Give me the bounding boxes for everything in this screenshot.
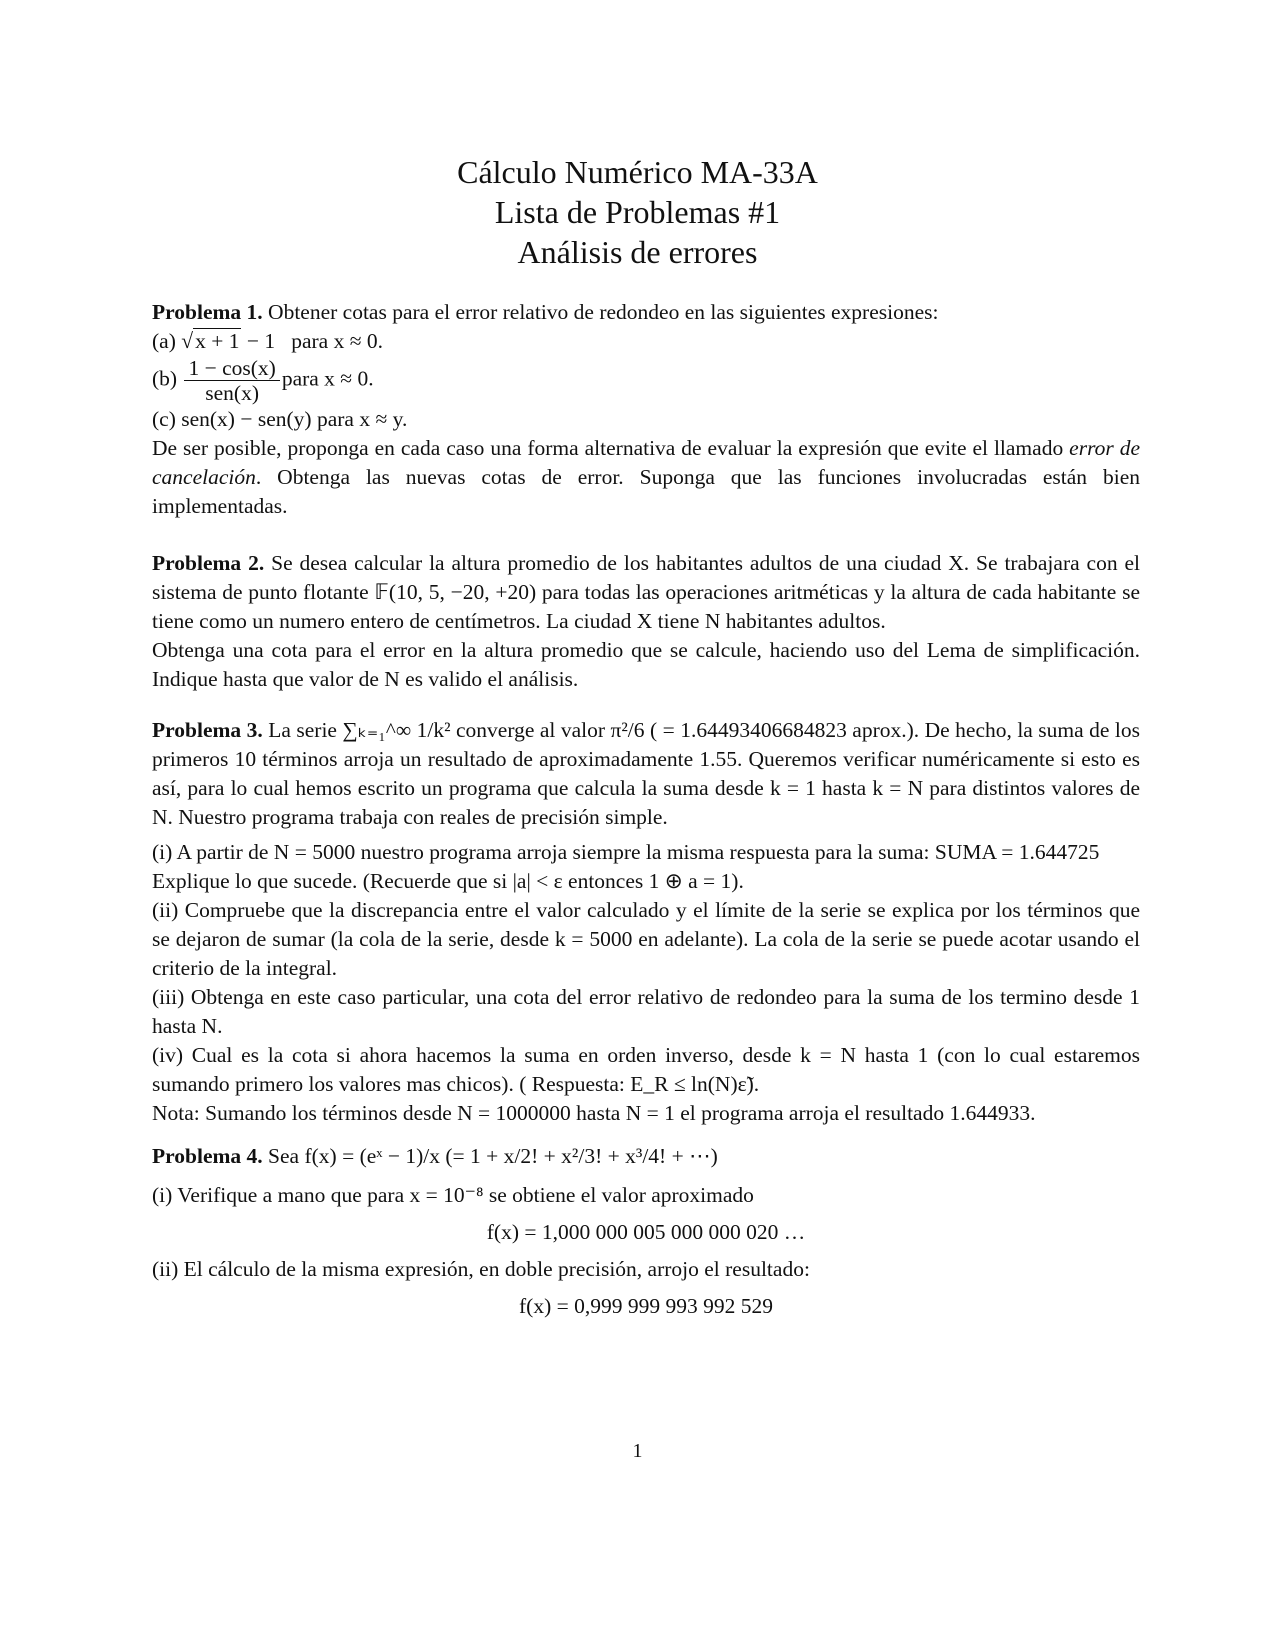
problem-1-item-c: (c) sen(x) − sen(y) para x ≈ y. (152, 407, 408, 431)
problem-4-equation-2: f(x) = 0,999 999 993 992 529 (519, 1294, 773, 1318)
title-list: Lista de Problemas #1 (494, 194, 781, 230)
problem-4-part-i: (i) Verifique a mano que para x = 10⁻⁸ se obtiene el valor aproximado (152, 1183, 754, 1207)
problem-1-item-a (152, 327, 1140, 356)
problem-4-text (152, 1142, 1140, 1171)
title-course: Cálculo Numérico MA-33A (457, 154, 818, 190)
item-b-rest: para x ≈ 0. (281, 366, 374, 391)
problem-4-heading: Problema 4. (152, 1144, 263, 1168)
problem-1 (152, 298, 1140, 521)
problem-1-paragraph (152, 434, 1140, 521)
problem-4-equation-1: f(x) = 1,000 000 005 000 000 020 … (486, 1220, 806, 1244)
item-a-radicand: x + 1 (195, 329, 240, 353)
problem-3-part-iv: (iv) Cual es la cota si ahora hacemos la suma en orden inverso, desde k = N hasta 1 (con lo cual estaremos sumando primero los valores mas chicos). ( Respuesta: E_R ≤ ln(N)ε̃). (152, 1043, 1140, 1096)
problem-3-part-i-explain: Explique lo que sucede. (Recuerde que si |a| < ε entonces 1 ⊕ a = 1). (152, 869, 744, 893)
problem-2-heading: Problema 2. (152, 551, 265, 575)
problem-3 (152, 716, 1140, 1128)
problem-1-heading: Problema 1. (152, 300, 263, 324)
problem-3-part-iii: (iii) Obtenga en este caso particular, una cota del error relativo de redondeo para la suma de los termino desde 1 hasta N. (152, 985, 1140, 1038)
sqrt-icon: √ (181, 329, 194, 353)
problem-1-item-b (152, 356, 1140, 405)
page-number: 1 (632, 1440, 643, 1462)
problem-2-task: Obtenga una cota para el error en la altura promedio que se calcule, haciendo uso del Lema de simplificación. Indique hasta que valor de N es valido el análisis. (152, 638, 1140, 691)
problem-2-statement: Se desea calcular la altura promedio de los habitantes adultos de una ciudad X. Se trabajara con el sistema de punto flotante 𝔽(10, 5, −20, +20) para todas las operaciones aritméticas y la altura de cada habitante se tiene como un numero entero de centímetros. La ciudad X tiene N habitantes adultos. (152, 551, 1141, 633)
item-b-numerator: 1 − cos(x) (184, 356, 279, 381)
item-b-label: (b) (152, 366, 178, 391)
problem-2-text (152, 549, 1140, 636)
problem-2 (152, 549, 1140, 694)
problem-1-para-start: De ser posible, proponga en cada caso una forma alternativa de evaluar la expresión que evite el llamado (152, 436, 1070, 460)
title-topic: Análisis de errores (517, 234, 758, 270)
problem-4-part-ii: (ii) El cálculo de la misma expresión, en doble precisión, arrojo el resultado: (152, 1257, 810, 1281)
problem-3-part-i: (i) A partir de N = 5000 nuestro programa arroja siempre la misma respuesta para la suma: SUMA = 1.644725 (152, 840, 1100, 864)
problem-3-text (152, 716, 1140, 832)
problem-3-part-ii: (ii) Compruebe que la discrepancia entre el valor calculado y el límite de la serie se explica por los términos que se dejaron de sumar (la cola de la serie, desde k = 5000 en adelante). La cola de la serie se puede acotar usando el criterio de la integral. (152, 898, 1140, 980)
problem-3-statement: La serie ∑ₖ₌₁^∞ 1/k² converge al valor π²/6 ( = 1.64493406684823 aprox.). De hecho, la suma de los primeros 10 términos arroja un resultado de aproximadamente 1.55. Queremos verificar numéricamente si esto es así, para lo cual hemos escrito un programa que calcula la suma desde k = 1 hasta k = N para distintos valores de N. Nuestro programa trabaja con reales de precisión simple. (152, 718, 1141, 829)
problem-1-para-end: . Obtenga las nuevas cotas de error. Suponga que las funciones involucradas están bien implementadas. (152, 465, 1140, 518)
item-a-rest: − 1 para x ≈ 0. (241, 329, 383, 353)
problem-1-intro (152, 298, 1140, 327)
item-b-denominator: sen(x) (205, 381, 259, 405)
item-b-fraction (184, 356, 279, 405)
problem-4 (152, 1142, 1140, 1321)
item-a-label: (a) (152, 329, 176, 353)
problem-3-note: Nota: Sumando los términos desde N = 1000000 hasta N = 1 el programa arroja el resultado 1.644933. (152, 1101, 1036, 1125)
problem-4-statement: Sea f(x) = (eˣ − 1)/x (= 1 + x/2! + x²/3! + x³/4! + ⋯) (268, 1144, 718, 1168)
document-body (152, 298, 1140, 1321)
problem-1-intro-text: Obtener cotas para el error relativo de redondeo en las siguientes expresiones: (268, 300, 939, 324)
problem-1-para-emphasis: error de cancelación (152, 436, 1140, 489)
problem-3-heading: Problema 3. (152, 718, 263, 742)
document-title (0, 152, 1275, 272)
